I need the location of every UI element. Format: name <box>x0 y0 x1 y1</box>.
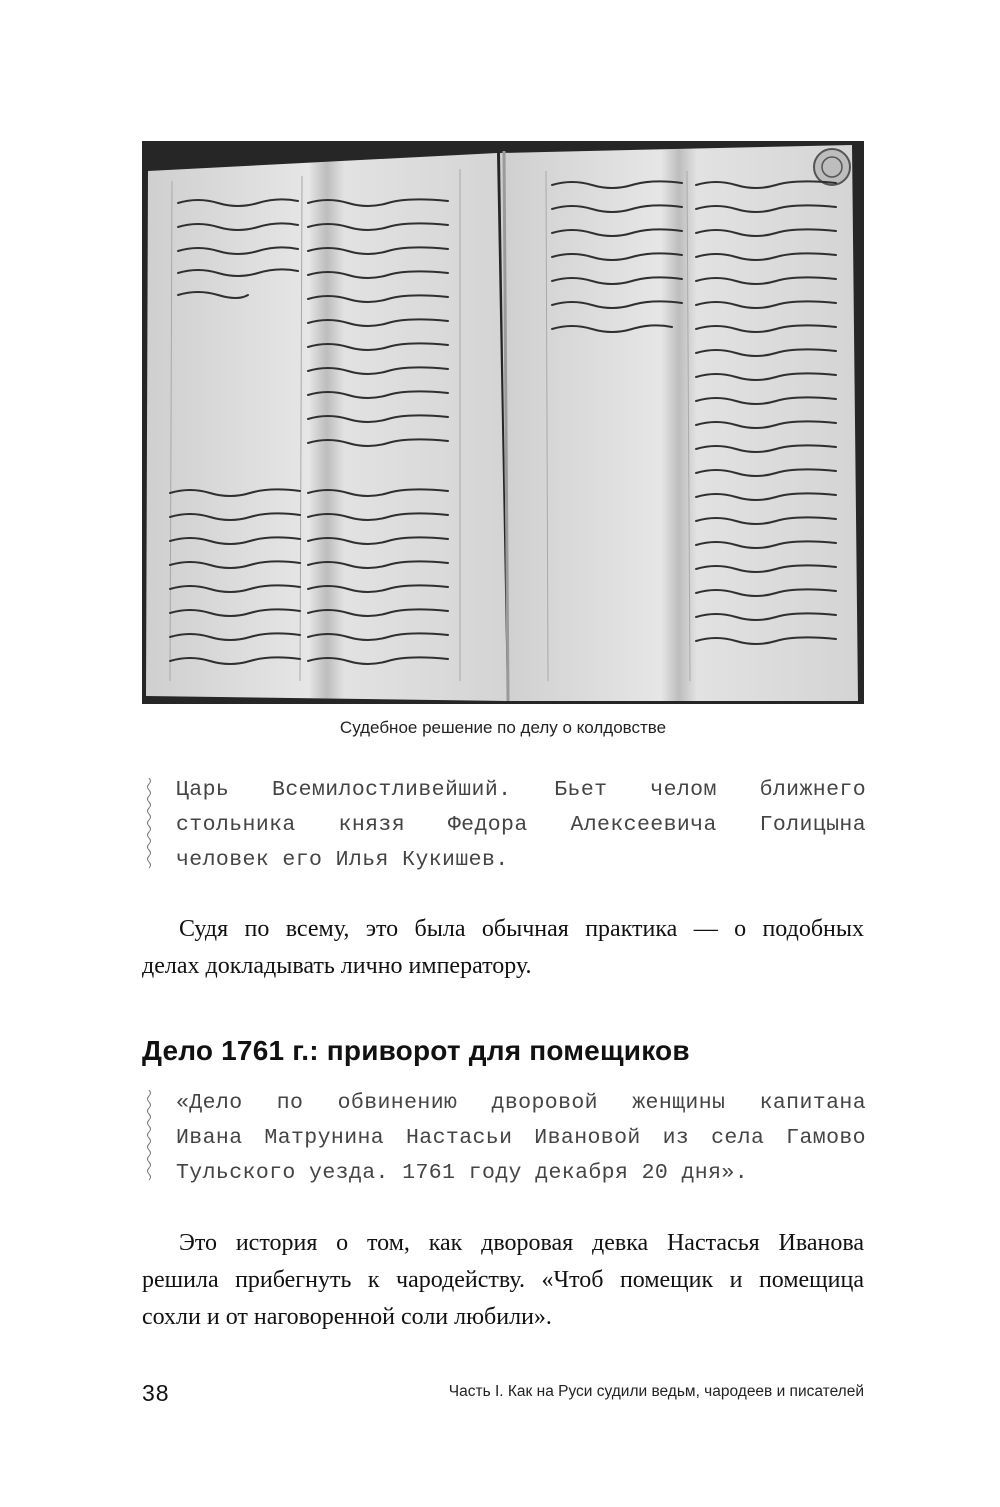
quote-block-1 <box>176 773 866 878</box>
paragraph-line: сохли и от наговоренной соли любили». <box>142 1304 552 1330</box>
figure-caption: Судебное решение по делу о колдовстве <box>339 718 667 737</box>
manuscript-photo <box>142 141 864 704</box>
page-number: 38 <box>142 1380 170 1406</box>
quote-line: «Дело по обвинению дворовой женщины капитана <box>176 1091 866 1115</box>
quote-line: стольника князя Федора Алексеевича Голицына <box>176 813 866 837</box>
paragraph-line: Судя по всему, это была обычная практика — о подобных <box>179 916 864 942</box>
quote-line: Тульского уезда. 1761 году декабря 20 дня». <box>176 1161 748 1185</box>
section-heading: Дело 1761 г.: приворот для помещиков <box>142 1035 690 1066</box>
quote-block-2 <box>176 1086 866 1191</box>
quote-bar-2 <box>145 1090 153 1182</box>
quote-line: Царь Всемилостливейший. Бьет челом ближнего <box>176 778 866 802</box>
quote-line: Ивана Матрунина Настасьи Ивановой из села Гамово <box>176 1126 866 1150</box>
paragraph-1 <box>142 911 864 985</box>
quote-bar-1 <box>145 778 153 870</box>
paragraph-line: Это история о том, как дворовая девка Настасья Иванова <box>179 1230 864 1256</box>
manuscript-image <box>142 141 864 704</box>
paragraph-2 <box>142 1225 864 1336</box>
running-head: Часть I. Как на Руси судили ведьм, чародеев и писателей <box>448 1383 864 1400</box>
paragraph-line: делах докладывать лично императору. <box>142 953 532 979</box>
paragraph-line: решила прибегнуть к чародейству. «Чтоб помещик и помещица <box>142 1267 864 1293</box>
quote-line: человек его Илья Кукишев. <box>176 848 509 872</box>
